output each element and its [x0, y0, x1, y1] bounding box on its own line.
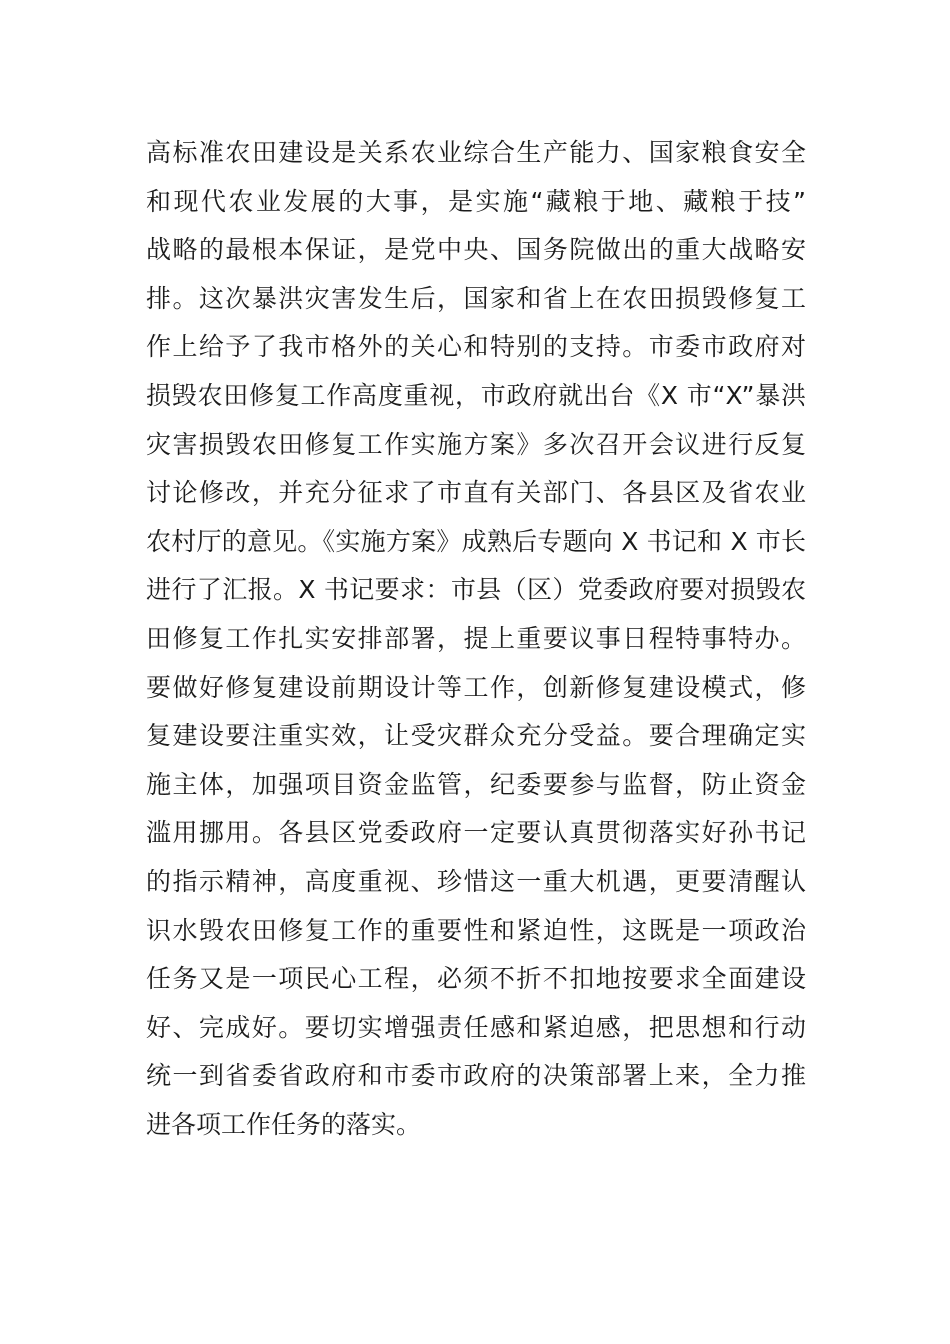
- text-line: 和现代农业发展的大事，是实施“藏粮于地、藏粮于技”: [146, 186, 806, 216]
- text-line: 进行了汇报。X 书记要求：市县（区）党委政府要对损毁农: [146, 575, 806, 605]
- text-line: 施主体，加强项目资金监管，纪委要参与监督，防止资金: [146, 769, 806, 799]
- text-line: 要做好修复建设前期设计等工作，创新修复建设模式，修: [146, 672, 806, 702]
- text-line: 讨论修改，并充分征求了市直有关部门、各县区及省农业: [146, 478, 806, 508]
- text-line: 滥用挪用。各县区党委政府一定要认真贯彻落实好孙书记: [146, 818, 806, 848]
- text-line: 田修复工作扎实安排部署，提上重要议事日程特事特办。: [146, 623, 806, 653]
- text-line: 识水毁农田修复工作的重要性和紧迫性，这既是一项政治: [146, 915, 806, 945]
- text-line: 农村厅的意见。《实施方案》成熟后专题向 X 书记和 X 市长: [146, 526, 806, 556]
- text-line: 统一到省委省政府和市委市政府的决策部署上来，全力推: [146, 1061, 806, 1091]
- text-line: 排。这次暴洪灾害发生后，国家和省上在农田损毁修复工: [146, 283, 806, 313]
- text-line: 损毁农田修复工作高度重视，市政府就出台《X 市“X”暴洪: [146, 380, 806, 410]
- text-line: 的指示精神，高度重视、珍惜这一重大机遇，更要清醒认: [146, 866, 806, 896]
- text-line: 战略的最根本保证，是党中央、国务院做出的重大战略安: [146, 235, 806, 265]
- text-line: 好、完成好。要切实增强责任感和紧迫感，把思想和行动: [146, 1012, 806, 1042]
- text-line: 复建设要注重实效，让受灾群众充分受益。要合理确定实: [146, 721, 806, 751]
- text-line: 作上给予了我市格外的关心和特别的支持。市委市政府对: [146, 332, 806, 362]
- text-line: 进各项工作任务的落实。: [146, 1109, 422, 1139]
- body-paragraph: [146, 133, 806, 1153]
- text-line: 任务又是一项民心工程，必须不折不扣地按要求全面建设: [146, 964, 806, 994]
- text-line: 高标准农田建设是关系农业综合生产能力、国家粮食安全: [146, 138, 806, 167]
- text-line: 灾害损毁农田修复工作实施方案》多次召开会议进行反复: [146, 429, 806, 459]
